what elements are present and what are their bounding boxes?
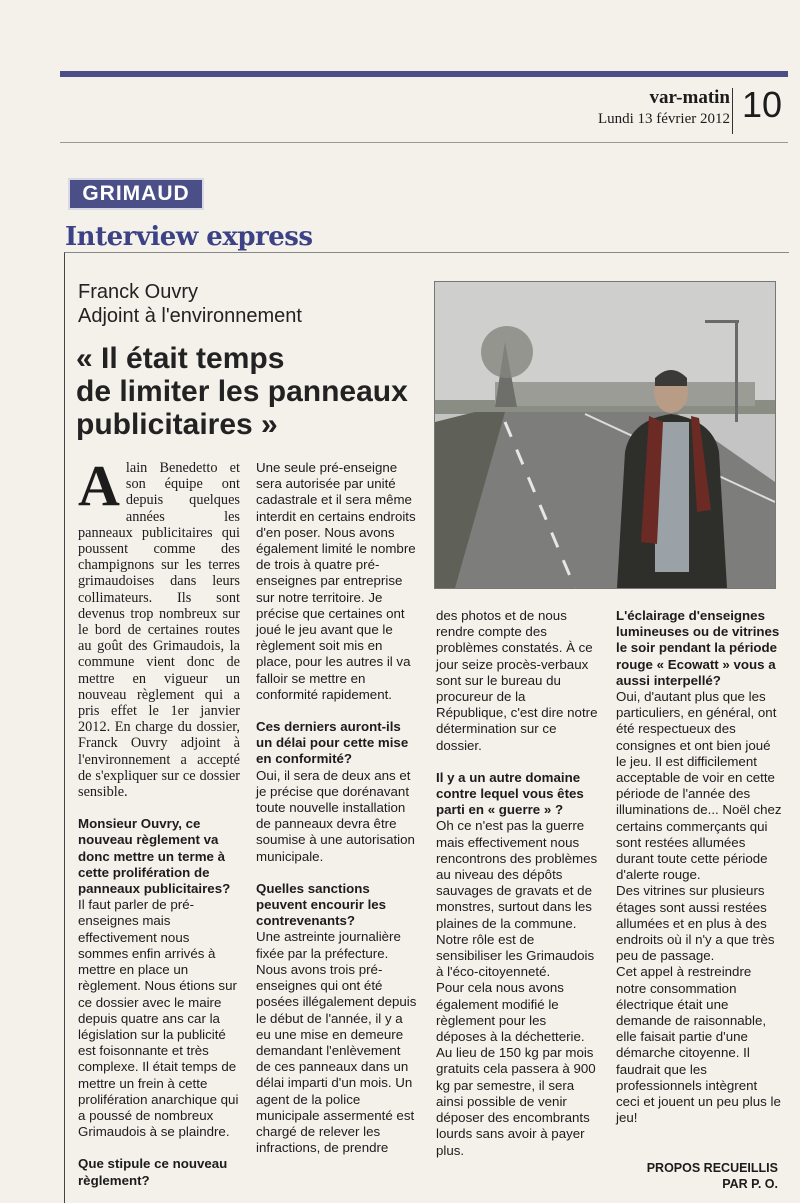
question: Ces derniers auront-ils un délai pour cette mise en conformité? bbox=[256, 719, 409, 767]
column-2 bbox=[256, 460, 418, 1156]
question: Que stipule ce nouveau règlement? bbox=[78, 1156, 228, 1188]
answer: Oui, d'autant plus que les particuliers, en général, ont été respectueux des consignes et ont bien joué le jeu. Il est difficilement acceptable de voir en cette période de l'année des illuminations de... Noël chez certains commerçants qui sont restées allumées durant toute cette période d'alerte rouge. bbox=[616, 689, 782, 883]
answer: Une astreinte journalière fixée par la préfecture. Nous avons trois pré-enseignes qui ont été posées illégalement depuis le début de l'année, il y a eu une mise en demeure demandant l'enlèvement de ces panneaux dans un délai imparti d'un mois. Un agent de la police municipale assermenté est chargé de relever les infractions, de prendre bbox=[256, 929, 417, 1156]
intro-text: lain Benedetto et son équipe ont depuis quelques années les panneaux publicitaires qui poussent comme des champignons sur les terres grimaudoises dans leurs collimateurs. Ils sont devenus trop nombreux sur le bord de certaines routes au goût des Grimaudois, la commune vient donc de mettre en vigueur un nouveau règlement qui a pris effet le 1er janvier 2012. En charge du dossier, Franck Ouvry adjoint à l'environnement a accepté de s'expliquer sur ce dossier sensible. bbox=[78, 460, 240, 801]
headline-line: publicitaires » bbox=[76, 408, 278, 441]
answer: Oui, il sera de deux ans et je précise que dorénavant toute nouvelle installation de panneaux devra être soumise à une autorisation municipale. bbox=[256, 767, 415, 864]
page-number: 10 bbox=[742, 84, 783, 125]
answer: des photos et de nous rendre compte des problèmes constatés. À ce jour seize procès-verbaux sont sur le bureau du procureur de la République, c'est dire notre détermination sur ce dossier. bbox=[436, 608, 598, 753]
column-4 bbox=[616, 608, 784, 1127]
drop-cap: A bbox=[78, 453, 120, 518]
byline-line: PAR P. O. bbox=[722, 1177, 778, 1191]
headline-line: « Il était temps bbox=[76, 342, 285, 375]
question: L'éclairage d'enseignes lumineuses ou de vitrines le soir pendant la période rouge « Ecowatt » vous a aussi interpellé? bbox=[616, 608, 780, 688]
answer: Cet appel à restreindre notre consommation électrique était une demande de raisonnable, elle faisait partie d'une démarche citoyenne. Il faudrait que les professionnels intègrent ceci et jouent un peu plus le jeu! bbox=[616, 964, 781, 1126]
column-3 bbox=[436, 608, 600, 1159]
answer: Pour cela nous avons également modifié le règlement pour les déposes à la déchetterie. Au lieu de 150 kg par mois gratuits cela passera à 900 kg par semestre, il sera ainsi possible de venir déposer des encombrants lourds sans avoir à payer plus. bbox=[436, 980, 596, 1158]
intro-paragraph bbox=[78, 453, 240, 801]
paper-name: var-matin bbox=[649, 87, 730, 108]
headline-line: de limiter les panneaux bbox=[76, 375, 408, 408]
answer: Notre rôle est de sensibiliser les Grimaudois à l'éco-citoyenneté. bbox=[436, 931, 595, 980]
question: Il y a un autre domaine contre lequel vous êtes parti en « guerre » ? bbox=[436, 769, 584, 818]
article-photo bbox=[434, 281, 776, 589]
issue-date: Lundi 13 février 2012 bbox=[597, 111, 730, 127]
interviewee-role: Adjoint à l'environnement bbox=[78, 305, 302, 327]
masthead bbox=[598, 88, 730, 130]
answer: Oh ce n'est pas la guerre mais effectivement nous rencontrons des problèmes au niveau des dépôts sauvages de gravats et de monstres, surtout dans les plaines de la commune. bbox=[436, 818, 598, 931]
byline-line: PROPOS RECUEILLIS bbox=[646, 1161, 778, 1175]
answer: Des vitrines sur plusieurs étages sont aussi restées allumées et en plus à des endroits où il n'y a que très peu de passage. bbox=[616, 883, 775, 964]
kicker: Interview express bbox=[65, 222, 313, 252]
answer: Il faut parler de pré-enseignes mais effectivement nous sommes enfin arrivés à mettre en place un règlement. Nous étions sur ce dossier avec le maire depuis quatre ans car la législation sur la publicité est foisonnante et très complexe. Il était temps de mettre un frein à cette prolifération anarchique qui a poussé de nombreux Grimaudois à se plaindre. bbox=[78, 897, 239, 1140]
question: Monsieur Ouvry, ce nouveau règlement va donc mettre un terme à cette prolifération de panneaux publicitaires? bbox=[78, 816, 231, 897]
byline bbox=[646, 1160, 778, 1192]
headline bbox=[76, 342, 431, 441]
masthead-rule bbox=[60, 142, 788, 143]
interviewee bbox=[78, 280, 302, 328]
column-1 bbox=[78, 453, 240, 1189]
answer: Une seule pré-enseigne sera autorisée par unité cadastrale et il sera même interdit en certains endroits d'en poser. Nous avons également limité le nombre de trois à quatre pré-enseignes par entreprise sur notre territoire. Je précise que certaines ont joué le jeu avant que le règlement soit mis en place, pour les autres il va falloir se mettre en conformité rapidement. bbox=[256, 460, 416, 702]
question: Quelles sanctions peuvent encourir les contrevenants? bbox=[256, 880, 387, 929]
section-label: GRIMAUD bbox=[68, 178, 204, 210]
interviewee-name: Franck Ouvry bbox=[78, 281, 199, 303]
masthead-divider bbox=[732, 88, 733, 134]
photo-man-on-roadside-icon bbox=[435, 282, 775, 588]
top-rule bbox=[60, 71, 788, 77]
